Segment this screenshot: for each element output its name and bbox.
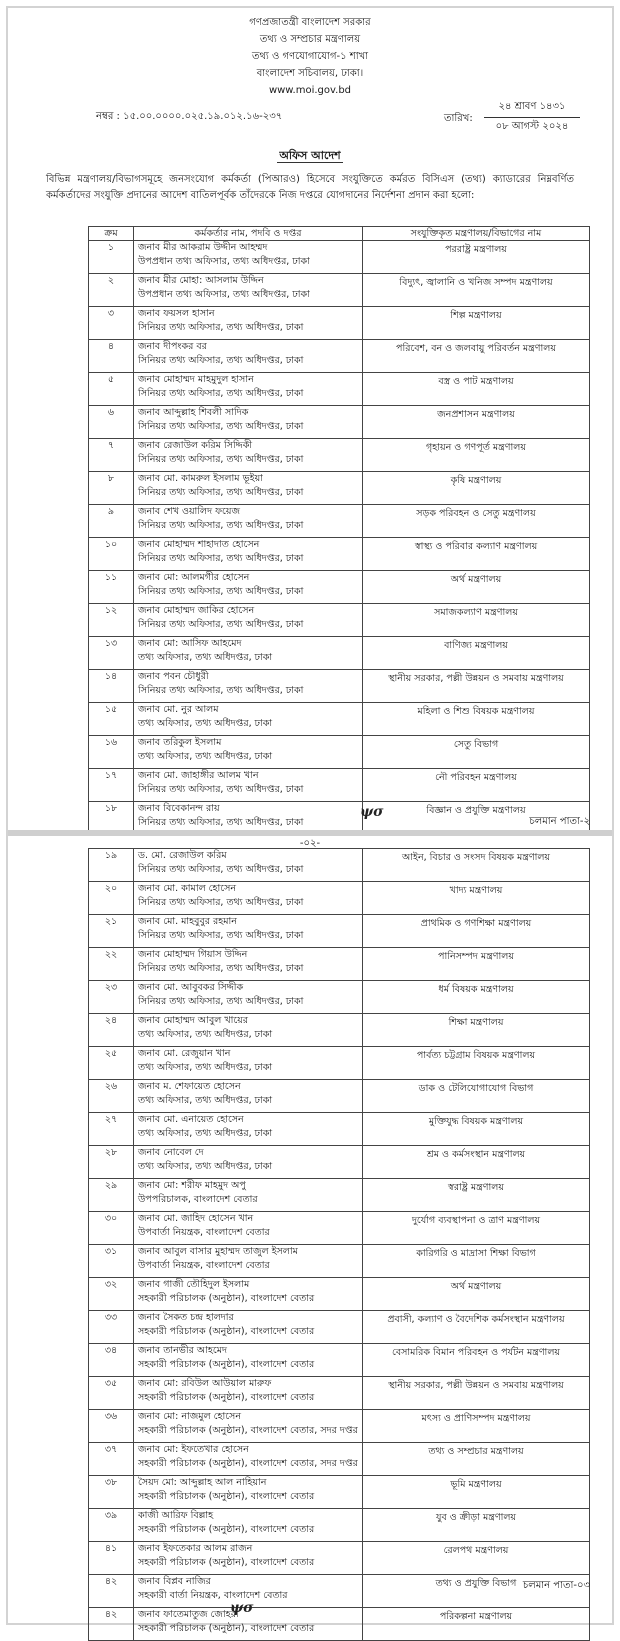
table-row (89, 406, 590, 439)
page-one (8, 8, 612, 830)
serial-cell: ৪ (89, 340, 134, 373)
serial-cell: ৪১ (89, 1542, 134, 1575)
officer-name: জনাব দীপংকর বর (138, 341, 207, 352)
officer-post: সিনিয়র তথ্য অফিসার, তথ্য অধিদপ্তর, ঢাকা (138, 487, 304, 498)
officer-cell (134, 1476, 363, 1509)
serial-cell: ২৪ (89, 1014, 134, 1047)
officer-post: তথ্য অফিসার, তথ্য অধিদপ্তর, ঢাকা (138, 1029, 273, 1040)
reference-number: নম্বর : ১৫.০০.০০০০.০২৫.১৯.০১২.১৬-২৩৭ (96, 111, 283, 122)
officer-cell (134, 703, 363, 736)
table-row (89, 439, 590, 472)
officer-post: সিনিয়র তথ্য অফিসার, তথ্য অধিদপ্তর, ঢাকা (138, 388, 304, 399)
officer-cell (134, 882, 363, 915)
officer-post: সিনিয়র তথ্য অফিসার, তথ্য অধিদপ্তর, ঢাকা (138, 586, 304, 597)
table-body-page1 (89, 241, 590, 835)
officer-cell (134, 1113, 363, 1146)
serial-cell: ২ (89, 274, 134, 307)
officer-name: সৈয়দ মো: আব্দুল্লাহ আল নাহিয়ান (138, 1477, 267, 1488)
ministry-cell: বিজ্ঞান ও প্রযুক্তি মন্ত্রণালয় (363, 802, 590, 835)
officer-cell (134, 637, 363, 670)
letterhead (8, 8, 612, 99)
ministry-cell: যুব ও ক্রীড়া মন্ত্রণালয় (363, 1509, 590, 1542)
page-two (8, 836, 612, 1634)
officer-cell (134, 915, 363, 948)
document-frame (6, 6, 614, 1634)
officer-cell (134, 406, 363, 439)
serial-cell: ৫ (89, 373, 134, 406)
ministry-cell: প্রবাসী, কল্যাণ ও বৈদেশিক কর্মসংস্থান মন্ত্রণালয় (363, 1311, 590, 1344)
officer-name: জনাব মোহাম্মদ শাহাদাত হোসেন (138, 539, 260, 550)
officer-name: জনাব আবুল বাসার মুহাম্মদ তাজুল ইসলাম (138, 1246, 298, 1257)
officer-post: তথ্য অফিসার, তথ্য অধিদপ্তর, ঢাকা (138, 1062, 273, 1073)
table-row (89, 571, 590, 604)
serial-cell: ১ (89, 241, 134, 274)
letterhead-line: তথ্য ও গণযোগাযোগ-১ শাখা (251, 51, 369, 62)
officer-post: সিনিয়র তথ্য অফিসার, তথ্য অধিদপ্তর, ঢাকা (138, 817, 304, 828)
table-row (89, 981, 590, 1014)
officer-cell (134, 1014, 363, 1047)
signature-mark: ψσ (230, 1600, 254, 1616)
ministry-cell: স্থানীয় সরকার, পল্লী উন্নয়ন ও সমবায় মন্ত্রণালয় (363, 670, 590, 703)
table-row (89, 849, 590, 882)
ministry-cell: সড়ক পরিবহন ও সেতু মন্ত্রণালয় (363, 505, 590, 538)
officer-name: জনাব পবন চৌধুরী (138, 671, 209, 682)
table-row (89, 307, 590, 340)
ministry-cell: পররাষ্ট্র মন্ত্রণালয় (363, 241, 590, 274)
serial-cell: ১৪ (89, 670, 134, 703)
table-row (89, 1509, 590, 1542)
ministry-cell: ডাক ও টেলিযোগাযোগ বিভাগ (363, 1080, 590, 1113)
table-row (89, 1080, 590, 1113)
serial-cell: ১৭ (89, 769, 134, 802)
officer-post: সিনিয়র তথ্য অফিসার, তথ্য অধিদপ্তর, ঢাকা (138, 520, 304, 531)
officer-cell (134, 1278, 363, 1311)
officer-cell (134, 948, 363, 981)
officer-post: সিনিয়র তথ্য অফিসার, তথ্য অধিদপ্তর, ঢাকা (138, 996, 304, 1007)
officer-cell (134, 571, 363, 604)
table-row (89, 1476, 590, 1509)
serial-cell: ৩২ (89, 1278, 134, 1311)
officer-post: উপপরিচালক, বাংলাদেশ বেতার (138, 1194, 258, 1205)
officer-cell (134, 1146, 363, 1179)
officer-post: উপবার্তা নিয়ন্ত্রক, বাংলাদেশ বেতার (138, 1260, 270, 1271)
officer-name: জনাব তানভীর আহমেদ (138, 1345, 227, 1356)
officer-post: সিনিয়র তথ্য অফিসার, তথ্য অধিদপ্তর, ঢাকা (138, 454, 304, 465)
roster-table-page2 (88, 848, 590, 1641)
ministry-cell: কারিগরি ও মাদ্রাসা শিক্ষা বিভাগ (363, 1245, 590, 1278)
officer-cell (134, 1080, 363, 1113)
table-row (89, 703, 590, 736)
order-title: অফিস আদেশ (279, 149, 341, 162)
officer-name: জনাব ফাতেমাতুজ জোহরা (138, 1609, 239, 1620)
officer-cell (134, 981, 363, 1014)
table-row (89, 948, 590, 981)
serial-cell: ১৮ (89, 802, 134, 835)
ministry-cell: রেলপথ মন্ত্রণালয় (363, 1542, 590, 1575)
officer-cell (134, 538, 363, 571)
officer-name: ড. মো. রেজাউল করিম (138, 850, 227, 861)
officer-post: সিনিয়র তথ্য অফিসার, তথ্য অধিদপ্তর, ঢাকা (138, 421, 304, 432)
ministry-cell: ধর্ম বিষয়ক মন্ত্রণালয় (363, 981, 590, 1014)
table-row (89, 1377, 590, 1410)
ministry-cell: বেসামরিক বিমান পরিবহন ও পর্যটন মন্ত্রণালয় (363, 1344, 590, 1377)
officer-cell (134, 1542, 363, 1575)
serial-cell: ১৫ (89, 703, 134, 736)
serial-cell: ১১ (89, 571, 134, 604)
intro-paragraph: বিভিন্ন মন্ত্রণালয়/বিভাগসমূহে জনসংযোগ কর্মকর্তা (পিআরও) হিসেবে সংযুক্তিতে কর্মরত বিসিএস (তথ্য) ক্যাডারের নিম্নবর্ণিত কর্মকর্তাদের সংযুক্তি প্রদানের আদেশ বাতিলপূর্বক তাঁদেরকে নিজ দপ্তরে যোগদানের নির্দেশনা প্রদান করা হলো: (46, 174, 574, 201)
officer-post: তথ্য অফিসার, তথ্য অধিদপ্তর, ঢাকা (138, 1095, 273, 1106)
ministry-cell: শিক্ষা মন্ত্রণালয় (363, 1014, 590, 1047)
roster-table-page1 (88, 226, 590, 835)
officer-name: জনাব মো: আসিফ আহমেদ (138, 638, 242, 649)
table-row (89, 340, 590, 373)
header-officer: কর্মকর্তার নাম, পদবি ও দপ্তর (134, 227, 363, 241)
officer-cell (134, 736, 363, 769)
table-row (89, 1113, 590, 1146)
ministry-cell: সমাজকল্যাণ মন্ত্রণালয় (363, 604, 590, 637)
officer-name: জনাব মো: আলমগীর হোসেন (138, 572, 250, 583)
officer-post: সহকারী পরিচালক (অনুষ্ঠান), বাংলাদেশ বেতার (138, 1491, 315, 1502)
officer-post: সিনিয়র তথ্য অফিসার, তথ্য অধিদপ্তর, ঢাকা (138, 355, 304, 366)
officer-post: সহকারী পরিচালক (অনুষ্ঠান), বাংলাদেশ বেতার, সদর দপ্তর (138, 1458, 358, 1469)
ministry-cell: মহিলা ও শিশু বিষয়ক মন্ত্রণালয় (363, 703, 590, 736)
officer-cell (134, 604, 363, 637)
header-ministry: সংযুক্তিকৃত মন্ত্রণালয়/বিভাগের নাম (363, 227, 590, 241)
ministry-cell: কৃষি মন্ত্রণালয় (363, 472, 590, 505)
serial-cell: ১৯ (89, 849, 134, 882)
serial-cell: ৩৬ (89, 1410, 134, 1443)
serial-cell: ৩৮ (89, 1476, 134, 1509)
officer-cell (134, 1047, 363, 1080)
officer-name: জনাব মো: ইফতেখার হোসেন (138, 1444, 249, 1455)
officer-name: জনাব মোহাম্মদ জাকির হোসেন (138, 605, 255, 616)
officer-post: উপপ্রধান তথ্য অফিসার, তথ্য অধিদপ্তর, ঢাকা (138, 256, 310, 267)
officer-name: জনাব মীর মোহা: আসলাম উদ্দিন (138, 275, 264, 286)
officer-post: সিনিয়র তথ্য অফিসার, তথ্য অধিদপ্তর, ঢাকা (138, 864, 304, 875)
officer-cell (134, 1509, 363, 1542)
ministry-cell: দুর্যোগ ব্যবস্থাপনা ও ত্রাণ মন্ত্রণালয় (363, 1212, 590, 1245)
ministry-cell: স্থানীয় সরকার, পল্লী উন্নয়ন ও সমবায় মন্ত্রণালয় (363, 1377, 590, 1410)
officer-cell (134, 1443, 363, 1476)
table-row (89, 1344, 590, 1377)
continued-page-note: চলমান পাতা-০৩ (522, 1580, 590, 1591)
ministry-cell: সেতু বিভাগ (363, 736, 590, 769)
serial-cell: ৮ (89, 472, 134, 505)
serial-cell: ৩৪ (89, 1344, 134, 1377)
ministry-cell: বিদ্যুৎ, জ্বালানি ও খনিজ সম্পদ মন্ত্রণালয় (363, 274, 590, 307)
header-serial: ক্রম (89, 227, 134, 241)
page-number: -০২- (299, 838, 321, 849)
serial-cell: ৩৯ (89, 1509, 134, 1542)
table-row (89, 505, 590, 538)
serial-cell: ২৭ (89, 1113, 134, 1146)
officer-cell (134, 307, 363, 340)
officer-cell (134, 769, 363, 802)
officer-name: জনাব শেখ ওয়ালিদ ফয়েজ (138, 506, 240, 517)
officer-name: জনাব রেজাউল করিম সিদ্দিকী (138, 440, 253, 451)
table-row (89, 915, 590, 948)
officer-post: সিনিয়র তথ্য অফিসার, তথ্য অধিদপ্তর, ঢাকা (138, 685, 304, 696)
ministry-cell: বাণিজ্য মন্ত্রণালয় (363, 637, 590, 670)
date-bangla: ২৪ শ্রাবণ ১৪৩১ (484, 99, 580, 118)
officer-name: জনাব মীর আকরাম উদ্দীন আহম্মদ (138, 242, 268, 253)
officer-name: কাজী আরিফ বিল্লাহ (138, 1510, 214, 1521)
serial-cell: ৭ (89, 439, 134, 472)
officer-post: সহকারী বার্তা নিয়ন্ত্রক, বাংলাদেশ বেতার (138, 1590, 288, 1601)
table-row (89, 1311, 590, 1344)
officer-name: জনাব সৈকত চন্দ্র হালদার (138, 1312, 234, 1323)
serial-cell: ২৬ (89, 1080, 134, 1113)
officer-cell (134, 670, 363, 703)
officer-name: জনাব ইফতেকার আলম রাজন (138, 1543, 253, 1554)
serial-cell: ৯ (89, 505, 134, 538)
table-row (89, 241, 590, 274)
ministry-cell: বস্ত্র ও পাট মন্ত্রণালয় (363, 373, 590, 406)
officer-post: সহকারী পরিচালক (অনুষ্ঠান), বাংলাদেশ বেতার (138, 1293, 315, 1304)
serial-cell: ৩১ (89, 1245, 134, 1278)
date-english: ০৮ আগস্ট ২০২৪ (495, 121, 569, 132)
table-row (89, 670, 590, 703)
officer-post: সিনিয়র তথ্য অফিসার, তথ্য অধিদপ্তর, ঢাকা (138, 897, 304, 908)
officer-cell (134, 1245, 363, 1278)
officer-name: জনাব মোহাম্মদ মাহমুদুল হাসান (138, 374, 254, 385)
table-row (89, 736, 590, 769)
officer-name: জনাব নোবেল দে (138, 1147, 204, 1158)
ministry-cell: পার্বত্য চট্টগ্রাম বিষয়ক মন্ত্রণালয় (363, 1047, 590, 1080)
ministry-cell: মৎস্য ও প্রাণিসম্পদ মন্ত্রণালয় (363, 1410, 590, 1443)
ministry-cell: তথ্য ও সম্প্রচার মন্ত্রণালয় (363, 1443, 590, 1476)
officer-name: জনাব মো. রেজুয়ান খান (138, 1048, 231, 1059)
officer-post: উপবার্তা নিয়ন্ত্রক, বাংলাদেশ বেতার (138, 1227, 270, 1238)
officer-cell (134, 439, 363, 472)
serial-cell: ৩৭ (89, 1443, 134, 1476)
officer-cell (134, 1212, 363, 1245)
officer-post: তথ্য অফিসার, তথ্য অধিদপ্তর, ঢাকা (138, 1128, 273, 1139)
officer-name: জনাব মো. এনায়েত হোসেন (138, 1114, 244, 1125)
officer-cell (134, 1377, 363, 1410)
ministry-cell: অর্থ মন্ত্রণালয় (363, 571, 590, 604)
serial-cell: ১৩ (89, 637, 134, 670)
date-label: তারিখ: (444, 113, 473, 124)
table-row (89, 882, 590, 915)
officer-post: উপপ্রধান তথ্য অফিসার, তথ্য অধিদপ্তর, ঢাকা (138, 289, 310, 300)
table-row (89, 1443, 590, 1476)
memo-meta (8, 99, 612, 145)
ministry-cell: মুক্তিযুদ্ধ বিষয়ক মন্ত্রণালয় (363, 1113, 590, 1146)
signature-mark: ψσ (360, 804, 384, 820)
serial-cell: ৩৫ (89, 1377, 134, 1410)
table-row (89, 604, 590, 637)
ministry-cell: আইন, বিচার ও সংসদ বিষয়ক মন্ত্রণালয় (363, 849, 590, 882)
officer-post: তথ্য অফিসার, তথ্য অধিদপ্তর, ঢাকা (138, 718, 273, 729)
officer-name: জনাব মোহাম্মদ আবুল খায়ের (138, 1015, 249, 1026)
ministry-cell: নৌ পরিবহন মন্ত্রণালয় (363, 769, 590, 802)
officer-cell (134, 505, 363, 538)
officer-post: সহকারী পরিচালক (অনুষ্ঠান), বাংলাদেশ বেতার (138, 1623, 315, 1634)
serial-cell: ১৬ (89, 736, 134, 769)
officer-name: জনাব মো: শরীফ মাহমুদ অপু (138, 1180, 246, 1191)
officer-name: জনাব মো. মাহবুবুর রহমান (138, 916, 237, 927)
table-row (89, 1608, 590, 1641)
date-box (484, 99, 580, 136)
serial-cell: ১২ (89, 604, 134, 637)
table-row (89, 373, 590, 406)
officer-cell (134, 1311, 363, 1344)
officer-post: সিনিয়র তথ্য অফিসার, তথ্য অধিদপ্তর, ঢাকা (138, 553, 304, 564)
website-link[interactable]: www.moi.gov.bd (268, 85, 352, 96)
officer-post: সিনিয়র তথ্য অফিসার, তথ্য অধিদপ্তর, ঢাকা (138, 619, 304, 630)
ministry-cell: জনপ্রশাসন মন্ত্রণালয় (363, 406, 590, 439)
officer-post: তথ্য অফিসার, তথ্য অধিদপ্তর, ঢাকা (138, 652, 273, 663)
ministry-cell: গৃহায়ন ও গণপূর্ত মন্ত্রণালয় (363, 439, 590, 472)
officer-cell (134, 1344, 363, 1377)
serial-cell: ২২ (89, 948, 134, 981)
officer-name: জনাব মো. আবুবকর সিদ্দীক (138, 982, 244, 993)
officer-post: সহকারী পরিচালক (অনুষ্ঠান), বাংলাদেশ বেতার (138, 1392, 315, 1403)
officer-post: সহকারী পরিচালক (অনুষ্ঠান), বাংলাদেশ বেতার (138, 1557, 315, 1568)
serial-cell: ৪২ (89, 1575, 134, 1608)
table-row (89, 1542, 590, 1575)
table-row (89, 1179, 590, 1212)
serial-cell: ২০ (89, 882, 134, 915)
officer-post: সহকারী পরিচালক (অনুষ্ঠান), বাংলাদেশ বেতার, সদর দপ্তর (138, 1425, 358, 1436)
officer-name: জনাব মো. কামরুল ইসলাম ভূইয়া (138, 473, 263, 484)
serial-cell: ২১ (89, 915, 134, 948)
table-row (89, 1278, 590, 1311)
serial-cell: ২৫ (89, 1047, 134, 1080)
officer-post: সিনিয়র তথ্য অফিসার, তথ্য অধিদপ্তর, ঢাকা (138, 322, 304, 333)
officer-cell (134, 849, 363, 882)
ministry-cell: খাদ্য মন্ত্রণালয় (363, 882, 590, 915)
officer-name: জনাব তরিকুল ইসলাম (138, 737, 222, 748)
letterhead-line: গণপ্রজাতন্ত্রী বাংলাদেশ সরকার (249, 17, 371, 28)
table-row (89, 1575, 590, 1608)
officer-name: জনাব আব্দুল্লাহ শিবলী সাদিক (138, 407, 249, 418)
table-row (89, 1014, 590, 1047)
ministry-cell: পরিবেশ, বন ও জলবায়ু পরিবর্তন মন্ত্রণালয় (363, 340, 590, 373)
officer-post: সহকারী পরিচালক (অনুষ্ঠান), বাংলাদেশ বেতার (138, 1326, 315, 1337)
officer-name: জনাব মো. জাহিদ হোসেন খান (138, 1213, 254, 1224)
ministry-cell: পানিসম্পদ মন্ত্রণালয় (363, 948, 590, 981)
table-row (89, 274, 590, 307)
serial-cell: ৩ (89, 307, 134, 340)
serial-cell: ৪২ (89, 1608, 134, 1641)
ministry-cell: ভূমি মন্ত্রণালয় (363, 1476, 590, 1509)
table-row (89, 1047, 590, 1080)
table-row (89, 637, 590, 670)
table-row (89, 1410, 590, 1443)
officer-cell (134, 241, 363, 274)
officer-name: জনাব মো. নুর আলম (138, 704, 219, 715)
serial-cell: ১০ (89, 538, 134, 571)
table-header-row (89, 227, 590, 241)
letterhead-line: তথ্য ও সম্প্রচার মন্ত্রণালয় (259, 34, 361, 45)
serial-cell: ৬ (89, 406, 134, 439)
officer-name: জনাব ফয়সল হাসান (138, 308, 215, 319)
officer-name: জনাব মো: নাজমুল হোসেন (138, 1411, 241, 1422)
officer-name: জনাব গাজী তৌহিদুল ইসলাম (138, 1279, 250, 1290)
table-row (89, 769, 590, 802)
ministry-cell: প্রাথমিক ও গণশিক্ষা মন্ত্রণালয় (363, 915, 590, 948)
table-body-page2 (89, 849, 590, 1641)
officer-post: সিনিয়র তথ্য অফিসার, তথ্য অধিদপ্তর, ঢাকা (138, 930, 304, 941)
officer-post: সিনিয়র তথ্য অফিসার, তথ্য অধিদপ্তর, ঢাকা (138, 963, 304, 974)
officer-post: তথ্য অফিসার, তথ্য অধিদপ্তর, ঢাকা (138, 1161, 273, 1172)
officer-name: জনাব বিপ্লব নাজির (138, 1576, 211, 1587)
table-row (89, 472, 590, 505)
letterhead-line: বাংলাদেশ সচিবালয়, ঢাকা। (256, 68, 364, 79)
ministry-cell: অর্থ মন্ত্রণালয় (363, 1278, 590, 1311)
officer-cell (134, 472, 363, 505)
ministry-cell: পরিকল্পনা মন্ত্রণালয় (363, 1608, 590, 1641)
serial-cell: ৩৩ (89, 1311, 134, 1344)
officer-name: জনাব মো. জাহাঙ্গীর আলম খান (138, 770, 259, 781)
ministry-cell: স্বাস্থ্য ও পরিবার কল্যাণ মন্ত্রণালয় (363, 538, 590, 571)
table-row (89, 1212, 590, 1245)
officer-post: সহকারী পরিচালক (অনুষ্ঠান), বাংলাদেশ বেতার (138, 1524, 315, 1535)
serial-cell: ৩০ (89, 1212, 134, 1245)
ministry-cell: শিল্প মন্ত্রণালয় (363, 307, 590, 340)
ministry-cell: শ্রম ও কর্মসংস্থান মন্ত্রণালয় (363, 1146, 590, 1179)
officer-post: সহকারী পরিচালক (অনুষ্ঠান), বাংলাদেশ বেতার (138, 1359, 315, 1370)
officer-name: জনাব মোহাম্মদ গিয়াস উদ্দিন (138, 949, 248, 960)
serial-cell: ২৩ (89, 981, 134, 1014)
table-row (89, 538, 590, 571)
officer-name: জনাব মো: রবিউল আউয়াল মারুফ (138, 1378, 272, 1389)
officer-name: জনাব বিবেকানন্দ রায় (138, 803, 220, 814)
table-row (89, 1245, 590, 1278)
officer-name: জনাব ম. শেফায়েত হোসেন (138, 1081, 241, 1092)
continued-page-note: চলমান পাতা-২ (529, 816, 590, 827)
officer-cell (134, 1410, 363, 1443)
officer-post: সিনিয়র তথ্য অফিসার, তথ্য অধিদপ্তর, ঢাকা (138, 784, 304, 795)
officer-cell (134, 274, 363, 307)
serial-cell: ২৮ (89, 1146, 134, 1179)
officer-cell (134, 373, 363, 406)
ministry-cell: তথ্য ও প্রযুক্তি বিভাগ (363, 1575, 590, 1608)
table-row (89, 1146, 590, 1179)
serial-cell: ২৯ (89, 1179, 134, 1212)
officer-cell (134, 340, 363, 373)
officer-post: তথ্য অফিসার, তথ্য অধিদপ্তর, ঢাকা (138, 751, 273, 762)
officer-cell (134, 1179, 363, 1212)
ministry-cell: স্বরাষ্ট্র মন্ত্রণালয় (363, 1179, 590, 1212)
officer-name: জনাব মো. কামাল হোসেন (138, 883, 237, 894)
